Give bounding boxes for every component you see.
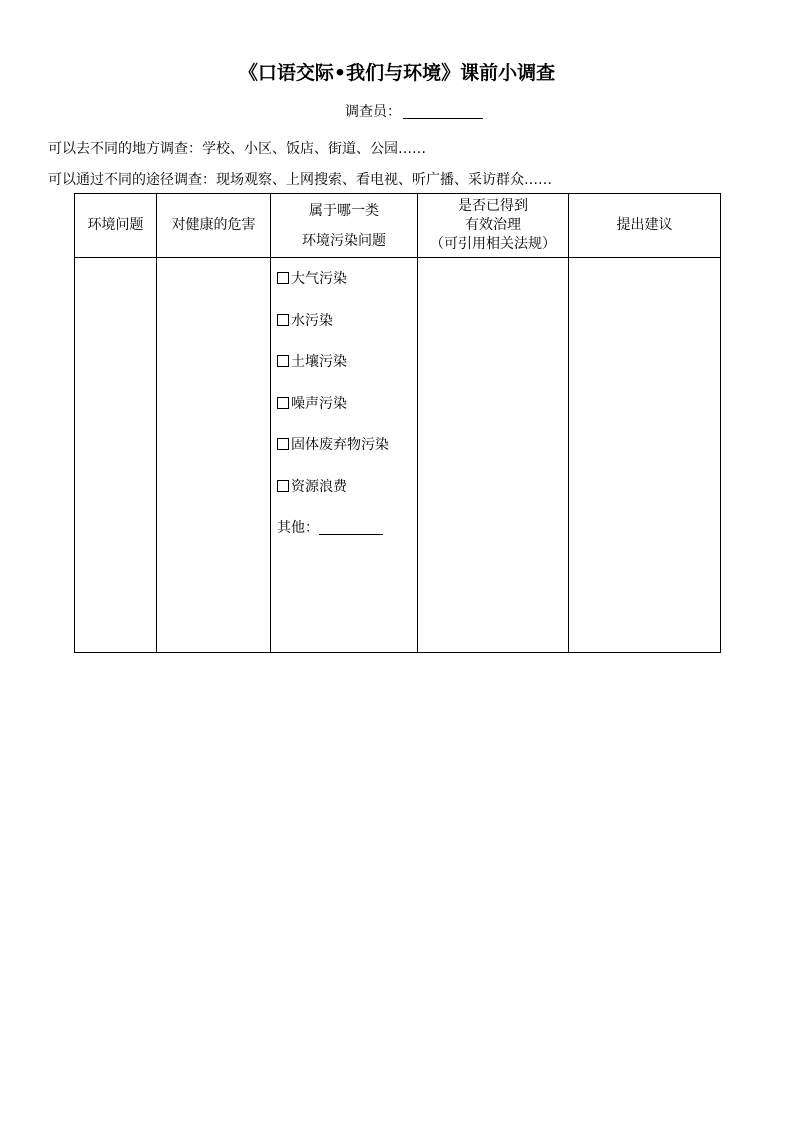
option-water-pollution[interactable] — [277, 310, 417, 352]
header-suggestions: 提出建议 — [569, 194, 721, 258]
cell-governance[interactable] — [418, 258, 569, 653]
checkbox-icon[interactable] — [277, 438, 289, 450]
option-soil-pollution[interactable] — [277, 351, 417, 393]
header-governance-line1: 是否已得到 — [458, 198, 528, 215]
table-row — [75, 258, 721, 653]
checkbox-icon[interactable] — [277, 480, 289, 492]
cell-pollution-type — [271, 258, 418, 653]
option-label: 土壤污染 — [291, 354, 347, 370]
header-pollution-type — [271, 194, 418, 258]
cell-environment-problem[interactable] — [75, 258, 157, 653]
surveyor-field — [345, 101, 483, 121]
checkbox-icon[interactable] — [277, 272, 289, 284]
other-blank[interactable] — [319, 520, 383, 535]
surveyor-label: 调查员： — [345, 104, 401, 120]
header-governance — [418, 194, 569, 258]
table-header-row — [75, 194, 721, 258]
option-solid-waste-pollution[interactable] — [277, 434, 417, 476]
surveyor-blank[interactable] — [403, 104, 483, 119]
option-resource-waste[interactable] — [277, 476, 417, 518]
option-label: 大气污染 — [291, 271, 347, 287]
cell-suggestions[interactable] — [569, 258, 721, 653]
option-label: 资源浪费 — [291, 478, 347, 495]
checkbox-icon[interactable] — [277, 355, 289, 367]
header-governance-line3: （可引用相关法规） — [430, 235, 556, 252]
instruction-places: 可以去不同的地方调查：学校、小区、饭店、街道、公园…… — [48, 141, 426, 157]
option-other — [277, 517, 417, 537]
document-title: 《口语交际•我们与环境》课前小调查 — [238, 62, 556, 84]
cell-health-harm[interactable] — [157, 258, 271, 653]
option-label: 噪声污染 — [291, 395, 347, 412]
option-air-pollution[interactable] — [277, 268, 417, 310]
header-environment-problem: 环境问题 — [75, 194, 157, 258]
checkbox-icon[interactable] — [277, 397, 289, 409]
header-health-harm: 对健康的危害 — [157, 194, 271, 258]
checkbox-icon[interactable] — [277, 314, 289, 326]
header-governance-line2: 有效治理 — [465, 217, 521, 234]
option-noise-pollution[interactable] — [277, 393, 417, 435]
instruction-methods: 可以通过不同的途径调查：现场观察、上网搜索、看电视、听广播、采访群众…… — [48, 172, 552, 188]
option-label: 固体废弃物污染 — [291, 437, 389, 453]
other-label: 其他： — [277, 520, 319, 536]
header-pollution-type-line2: 环境污染问题 — [302, 232, 386, 249]
survey-table — [74, 193, 721, 653]
option-label: 水污染 — [291, 312, 333, 329]
header-pollution-type-line1: 属于哪一类 — [309, 202, 379, 219]
